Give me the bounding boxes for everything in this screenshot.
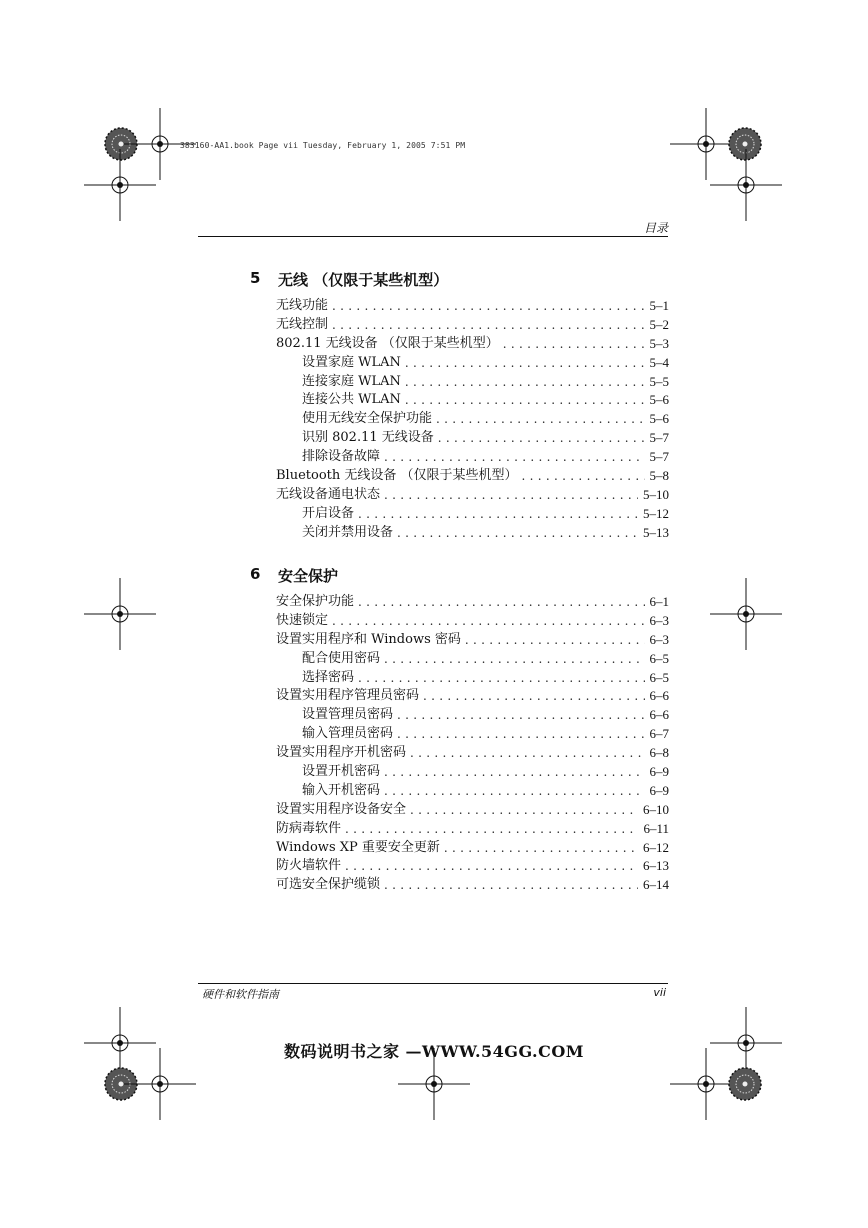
dot-leader xyxy=(332,316,644,335)
dot-leader xyxy=(384,486,638,505)
dot-leader xyxy=(358,669,644,688)
toc-entry-page: 6–5 xyxy=(649,650,669,666)
dot-leader xyxy=(397,706,644,725)
toc-entry[interactable] xyxy=(276,744,669,763)
toc-entry[interactable] xyxy=(276,429,669,448)
dot-leader xyxy=(503,335,645,354)
dot-leader xyxy=(397,524,638,543)
toc-entry-title: 设置实用程序和 Windows 密码 xyxy=(276,631,461,647)
dot-leader xyxy=(405,354,645,373)
dot-leader xyxy=(438,429,645,448)
toc-list-chapter-6 xyxy=(276,593,669,895)
dot-leader xyxy=(332,297,644,316)
color-bar-star-icon xyxy=(729,128,761,160)
toc-entry[interactable] xyxy=(276,354,669,373)
toc-entry[interactable] xyxy=(276,857,669,876)
chapter-heading xyxy=(250,565,338,586)
toc-entry-title: 设置实用程序开机密码 xyxy=(276,745,407,761)
toc-entry-page: 6–5 xyxy=(649,669,669,685)
dot-leader xyxy=(358,505,638,524)
footer-page-number: vii xyxy=(653,986,666,999)
registration-cross-icon xyxy=(84,578,156,650)
toc-entry[interactable] xyxy=(276,410,669,429)
toc-entry-page: 5–6 xyxy=(649,392,669,408)
toc-entry-title: 连接公共 WLAN xyxy=(302,392,401,408)
toc-entry-title: 设置管理员密码 xyxy=(302,707,394,723)
dot-leader xyxy=(358,593,644,612)
dot-leader xyxy=(384,763,644,782)
toc-entry-page: 5–8 xyxy=(649,468,669,483)
toc-entry-page: 5–1 xyxy=(649,297,669,313)
toc-list-chapter-5 xyxy=(276,297,669,543)
toc-entry-title: 使用无线安全保护功能 xyxy=(302,411,433,427)
toc-entry-title: 连接家庭 WLAN xyxy=(302,373,401,389)
dot-leader xyxy=(522,467,645,486)
registration-cross-icon xyxy=(710,149,782,221)
header-rule xyxy=(198,236,668,237)
toc-entry-title: 开启设备 xyxy=(302,505,355,521)
print-job-line: 383160-AA1.book Page vii Tuesday, February 1, 2005 7:51 PM xyxy=(180,141,466,150)
dot-leader xyxy=(332,612,644,631)
chapter-number: 6 xyxy=(250,565,261,583)
toc-entry-page: 6–8 xyxy=(649,745,669,761)
toc-entry-page: 6–7 xyxy=(649,726,669,742)
toc-entry-title: 配合使用密码 xyxy=(302,650,381,666)
chapter-title: 安全保护 xyxy=(278,567,339,585)
toc-entry-title: 设置实用程序设备安全 xyxy=(276,801,407,817)
dot-leader xyxy=(397,725,644,744)
toc-entry[interactable] xyxy=(276,687,669,706)
toc-entry[interactable] xyxy=(276,820,669,839)
toc-entry-title: 识别 802.11 无线设备 xyxy=(302,430,434,446)
registration-cross-icon xyxy=(84,149,156,221)
toc-entry[interactable] xyxy=(276,486,669,505)
toc-entry-page: 5–7 xyxy=(649,430,669,446)
toc-entry-page: 6–9 xyxy=(649,764,669,779)
toc-entry[interactable] xyxy=(276,631,669,650)
toc-entry[interactable] xyxy=(276,782,669,801)
toc-entry[interactable] xyxy=(276,876,669,895)
toc-entry[interactable] xyxy=(276,448,669,467)
toc-entry[interactable] xyxy=(276,335,669,354)
dot-leader xyxy=(465,631,645,650)
toc-entry[interactable] xyxy=(276,706,669,725)
chapter-title: 无线 （仅限于某些机型） xyxy=(278,271,449,289)
toc-entry-title: 输入管理员密码 xyxy=(302,726,394,742)
toc-entry[interactable] xyxy=(276,801,669,820)
dot-leader xyxy=(436,410,644,429)
running-header-title: 目录 xyxy=(643,221,668,235)
dot-leader xyxy=(405,373,645,392)
dot-leader xyxy=(384,448,644,467)
toc-entry-page: 5–6 xyxy=(649,411,669,427)
toc-entry-title: 无线设备通电状态 xyxy=(276,486,381,502)
toc-entry[interactable] xyxy=(276,316,669,335)
chapter-number: 5 xyxy=(250,269,261,287)
toc-entry-title: 关闭并禁用设备 xyxy=(302,524,394,540)
toc-entry-page: 5–5 xyxy=(649,373,669,389)
dot-leader xyxy=(410,744,644,763)
toc-entry-title: 设置家庭 WLAN xyxy=(302,354,401,370)
toc-entry-title: 设置实用程序管理员密码 xyxy=(276,688,420,704)
toc-entry-title: Windows XP 重要安全更新 xyxy=(276,839,440,855)
toc-entry-page: 5–2 xyxy=(649,316,669,332)
dot-leader xyxy=(345,857,638,876)
dot-leader xyxy=(384,876,638,895)
toc-entry[interactable] xyxy=(276,839,669,858)
toc-entry-title: 802.11 无线设备 （仅限于某些机型） xyxy=(276,335,499,351)
toc-entry[interactable] xyxy=(276,612,669,631)
color-bar-star-icon xyxy=(729,1068,761,1100)
dot-leader xyxy=(384,650,644,669)
dot-leader xyxy=(423,687,644,706)
toc-entry-title: 防病毒软件 xyxy=(276,820,342,836)
footer-book-title: 硬件和软件指南 xyxy=(202,988,279,1001)
toc-entry[interactable] xyxy=(276,391,669,410)
toc-entry-page: 6–3 xyxy=(649,631,669,647)
toc-entry[interactable] xyxy=(276,725,669,744)
toc-entry-title: Bluetooth 无线设备 （仅限于某些机型） xyxy=(276,468,518,483)
footer-rule xyxy=(198,983,668,984)
toc-entry-page: 6–1 xyxy=(649,593,669,609)
toc-entry-page: 6–10 xyxy=(643,801,669,817)
chapter-heading xyxy=(250,269,448,290)
dot-leader xyxy=(410,801,638,820)
dot-leader xyxy=(405,391,645,410)
toc-entry[interactable] xyxy=(276,297,669,316)
toc-entry-page: 6–11 xyxy=(643,820,669,836)
toc-entry[interactable] xyxy=(276,505,669,524)
dot-leader xyxy=(345,820,638,839)
toc-entry[interactable] xyxy=(276,650,669,669)
toc-entry-page: 5–12 xyxy=(643,505,669,521)
toc-entry-page: 6–12 xyxy=(643,839,669,855)
toc-entry[interactable] xyxy=(276,669,669,688)
site-watermark: 数码说明书之家 —WWW.54GG.COM xyxy=(283,1042,585,1061)
toc-entry-title: 无线功能 xyxy=(276,297,329,313)
toc-entry[interactable] xyxy=(276,467,669,486)
toc-entry-page: 5–4 xyxy=(649,354,669,370)
toc-entry-title: 输入开机密码 xyxy=(302,782,381,798)
toc-entry-page: 6–6 xyxy=(649,707,669,723)
toc-entry[interactable] xyxy=(276,373,669,392)
toc-entry-page: 6–13 xyxy=(643,858,669,874)
toc-entry[interactable] xyxy=(276,763,669,782)
toc-entry-page: 5–13 xyxy=(643,524,669,540)
toc-entry-title: 防火墙软件 xyxy=(276,858,342,874)
toc-entry-title: 无线控制 xyxy=(276,316,329,332)
toc-entry-page: 6–14 xyxy=(643,877,669,893)
toc-entry-title: 快速锁定 xyxy=(276,612,329,628)
toc-entry-page: 6–9 xyxy=(649,782,669,798)
toc-entry[interactable] xyxy=(276,593,669,612)
toc-entry[interactable] xyxy=(276,524,669,543)
toc-entry-page: 5–3 xyxy=(649,335,669,351)
registration-cross-icon xyxy=(710,578,782,650)
toc-entry-title: 安全保护功能 xyxy=(276,593,355,609)
toc-entry-title: 设置开机密码 xyxy=(302,764,381,779)
toc-entry-title: 可选安全保护缆锁 xyxy=(276,877,381,893)
dot-leader xyxy=(444,839,638,858)
toc-entry-page: 6–6 xyxy=(649,688,669,704)
toc-entry-title: 选择密码 xyxy=(302,669,355,685)
toc-entry-page: 5–7 xyxy=(649,449,669,465)
toc-entry-title: 排除设备故障 xyxy=(302,449,381,465)
toc-entry-page: 6–3 xyxy=(649,612,669,628)
toc-entry-page: 5–10 xyxy=(643,486,669,502)
dot-leader xyxy=(384,782,644,801)
